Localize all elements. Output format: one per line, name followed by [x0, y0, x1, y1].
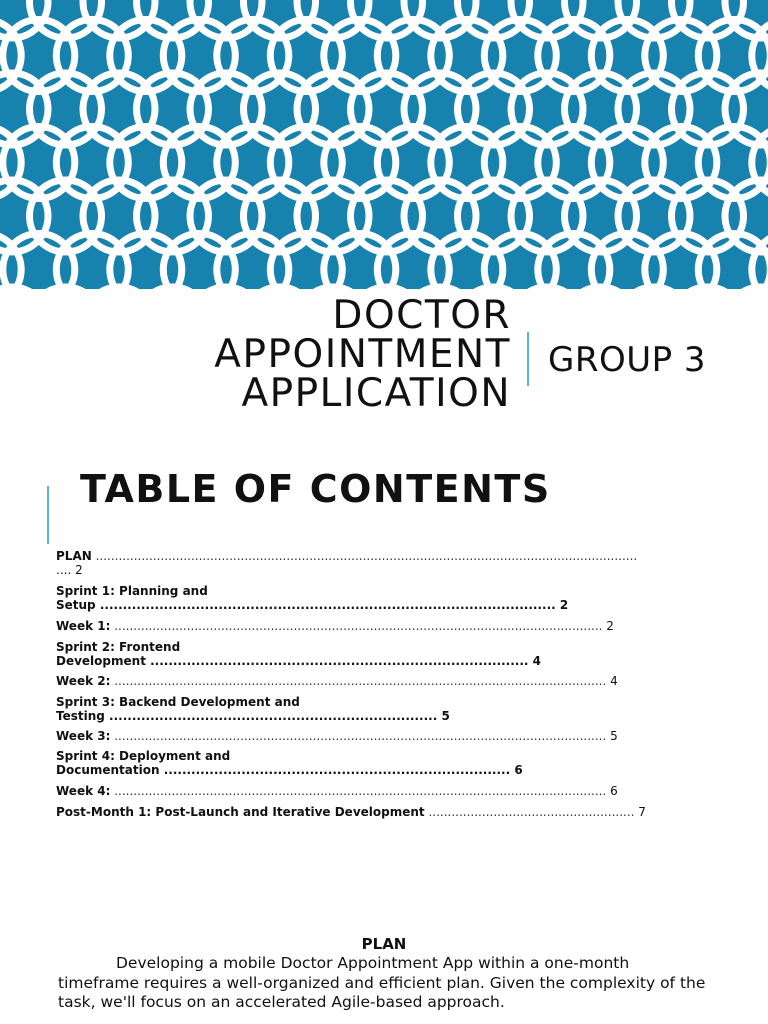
toc-label: Post-Month 1: Post-Launch and Iterative Development	[56, 805, 425, 819]
toc-label-cont: Development	[56, 654, 146, 668]
toc-dots: ................................................................................................................................	[110, 619, 607, 633]
toc-label: PLAN	[56, 549, 92, 563]
toc-page: 2	[559, 598, 569, 612]
toc-label: Week 4:	[56, 784, 111, 798]
toc-page: 4	[610, 674, 618, 688]
toc-page: 6	[610, 784, 618, 798]
title-line-3: APPLICATION	[241, 371, 511, 416]
plan-heading: PLAN	[361, 935, 407, 953]
toc-label: Sprint 1: Planning and	[56, 584, 208, 598]
toc-entry-sprint-2[interactable]	[56, 640, 660, 668]
toc-label: Week 1:	[56, 619, 111, 633]
title-line-1: DOCTOR	[332, 293, 511, 338]
document-title	[214, 293, 511, 416]
toc-dots: ...................................................................................	[145, 654, 533, 668]
toc-entry-plan[interactable]	[56, 549, 660, 577]
toc-dots: .................................................................................................................................	[110, 674, 611, 688]
toc-label-cont: Documentation	[56, 763, 160, 777]
title-divider	[527, 332, 529, 386]
toc-heading: TABLE OF CONTENTS	[80, 467, 551, 511]
toc-accent-bar	[47, 486, 49, 544]
toc-label-cont: Setup	[56, 598, 96, 612]
toc-label: Sprint 3: Backend Development and	[56, 695, 300, 709]
toc-entry-week-4[interactable]	[56, 784, 660, 798]
title-block	[0, 293, 768, 426]
toc-dots: ....................................................................................................	[95, 598, 560, 612]
toc-label: Sprint 2: Frontend	[56, 640, 181, 654]
toc-page: 7	[638, 805, 646, 819]
toc-label: Week 2:	[56, 674, 111, 688]
ring-pattern	[0, 0, 768, 289]
toc-dots: ........................................................................	[104, 709, 442, 723]
toc-label: Week 3:	[56, 729, 111, 743]
toc-page: 5	[441, 709, 450, 723]
toc-page: 4	[532, 654, 542, 668]
toc-page-line: .... 2	[56, 563, 83, 577]
decorative-banner	[0, 0, 768, 289]
toc-entry-week-2[interactable]	[56, 674, 660, 688]
title-line-2: APPOINTMENT	[214, 332, 511, 377]
toc-dots: .................................................................................................................................	[110, 729, 611, 743]
plan-paragraph: Developing a mobile Doctor Appointment App within a one-month timeframe requires a well-organized and efficient plan. Given the complexity of the task, we'll focus on an accelerated Agile-based approach.	[58, 954, 706, 1011]
toc-entry-week-3[interactable]	[56, 729, 660, 743]
toc-page: 5	[610, 729, 618, 743]
toc-page: 2	[606, 619, 614, 633]
toc-label-cont: Testing	[56, 709, 105, 723]
toc-dots: ............................................................................	[159, 763, 515, 777]
toc-dots: ......................................................	[424, 805, 639, 819]
toc-label: Sprint 4: Deployment and	[56, 749, 231, 763]
toc-entry-post-month[interactable]	[56, 805, 660, 819]
toc-page: 6	[514, 763, 523, 777]
toc-dots: ..............................................................................................................................................	[91, 549, 638, 563]
toc-entry-sprint-3[interactable]	[56, 695, 660, 723]
toc-entry-sprint-4[interactable]	[56, 749, 660, 777]
group-label: GROUP 3	[548, 340, 707, 380]
toc-entry-week-1[interactable]	[56, 619, 660, 633]
toc-dots: .................................................................................................................................	[110, 784, 611, 798]
toc-entry-sprint-1[interactable]	[56, 584, 660, 612]
